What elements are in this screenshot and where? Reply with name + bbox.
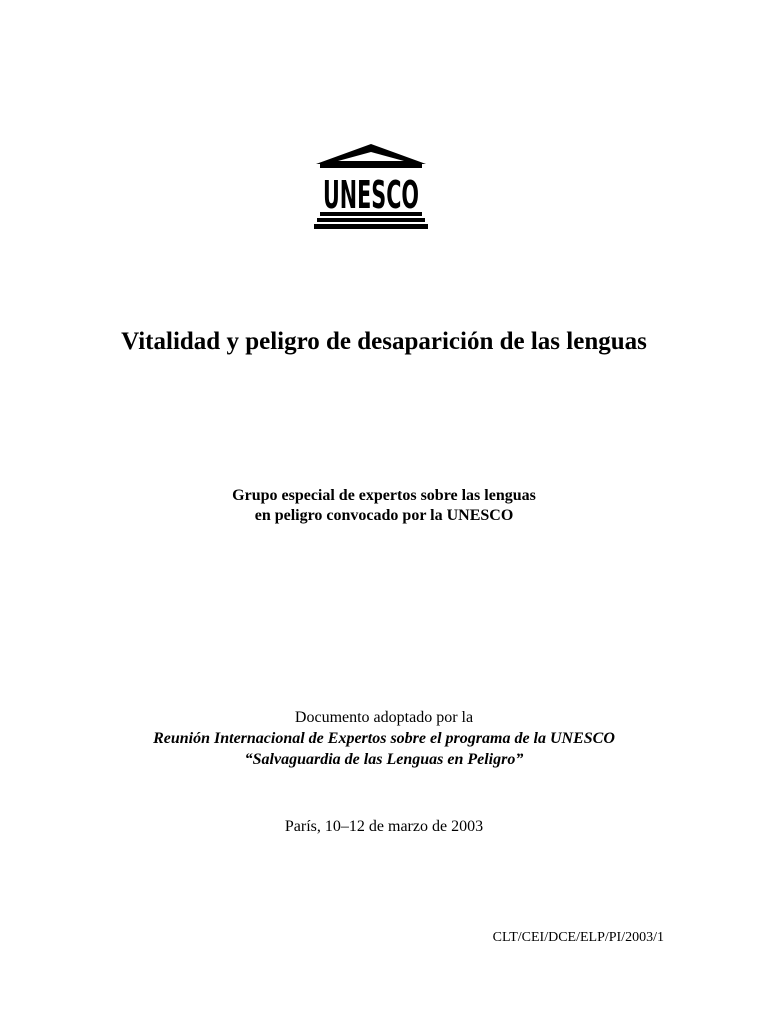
document-code: CLT/CEI/DCE/ELP/PI/2003/1 xyxy=(492,930,664,945)
adoption-meeting-name: Reunión Internacional de Expertos sobre el programa de la UNESCO xyxy=(153,730,615,747)
meeting-date: París, 10–12 de marzo de 2003 xyxy=(284,818,484,835)
logo-text: UNESCO xyxy=(323,173,419,217)
adoption-statement xyxy=(0,707,768,770)
subtitle-line-2: en peligro convocado por la UNESCO xyxy=(254,507,514,524)
subtitle-line-1: Grupo especial de expertos sobre las lenguas xyxy=(232,487,536,504)
unesco-logo xyxy=(314,144,428,230)
unesco-temple-logo-icon xyxy=(314,144,428,230)
document-subtitle xyxy=(0,486,768,526)
document-title: Vitalidad y peligro de desaparición de las lenguas xyxy=(121,328,647,355)
adoption-line-1: Documento adoptado por la xyxy=(294,709,474,726)
adoption-programme-name: “Salvaguardia de las Lenguas en Peligro” xyxy=(244,751,524,768)
